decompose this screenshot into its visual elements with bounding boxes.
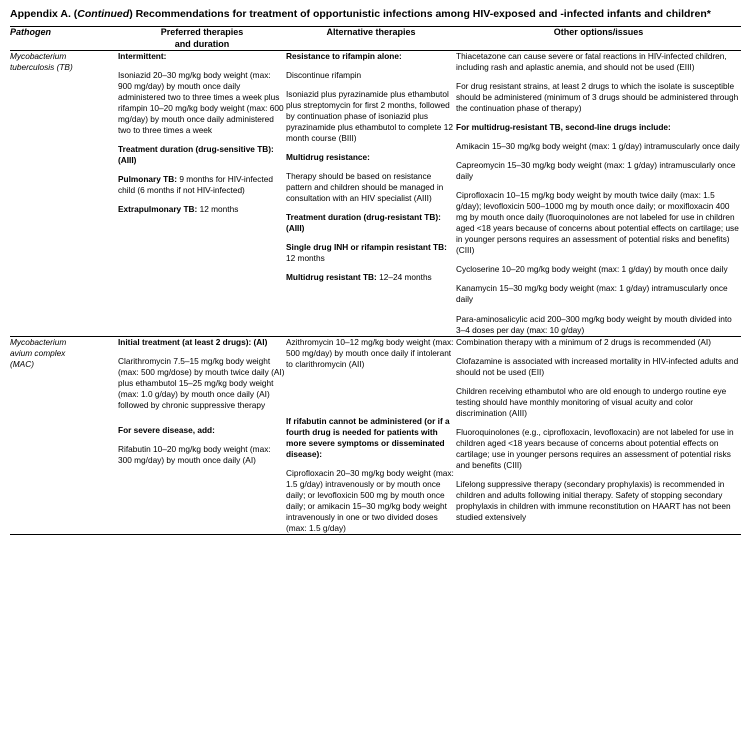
preferred-para	[118, 70, 286, 136]
alternative-para	[286, 468, 456, 534]
column-header-alternative: Alternative therapies	[326, 27, 416, 38]
alternative-para-text: 12–24 months	[376, 272, 432, 283]
row-pathogen	[10, 336, 118, 534]
table-header	[10, 27, 741, 50]
other-para-text: Para-aminosalicylic acid 200–300 mg/kg body weight by mouth divided into 3–4 doses per day (max: 10 g/day)	[456, 313, 732, 335]
row-other-options	[456, 336, 741, 534]
other-para-text: Amikacin 15–30 mg/kg body weight (max: 1 g/day) intramuscularly once daily	[456, 141, 740, 152]
other-para	[456, 314, 741, 336]
other-para	[456, 51, 741, 73]
row-alternative-therapies	[286, 50, 456, 335]
preferred-para	[118, 204, 286, 215]
alternative-para	[286, 51, 456, 62]
column-header-other: Other options/issues	[553, 27, 644, 38]
other-para	[456, 386, 741, 419]
alternative-para-text: Therapy should be based on resistance pattern and children should be managed in consultation with an HIV specialist (AIII)	[286, 171, 444, 204]
other-para-text: Capreomycin 15–30 mg/kg body weight (max: 1 g/day) intramuscularly once daily	[456, 160, 736, 182]
preferred-para	[118, 51, 286, 62]
other-para-text: Cycloserine 10–20 mg/kg body weight (max: 1 g/day) by mouth once daily	[456, 264, 728, 275]
other-para-text: Children receiving ethambutol who are old enough to undergo routine eye testing should have monthly monitoring of visual acuity and color discrimination (AIII)	[456, 385, 727, 418]
preferred-para-text: 12 months	[197, 204, 239, 215]
table-row	[10, 336, 741, 534]
alternative-para	[286, 152, 456, 163]
preferred-para	[118, 337, 286, 348]
preferred-para-text: Clarithromycin 7.5–15 mg/kg body weight (max: 500 mg/dose) by mouth twice daily (AI) plus ethambutol 15–25 mg/kg body weight (max: 1.0 g/day) by mouth once daily (AI) followed by chronic suppressive therapy	[118, 355, 285, 410]
preferred-para-text: Rifabutin 10–20 mg/kg body weight (max: 300 mg/day) by mouth once daily (AI)	[118, 443, 271, 465]
other-para-text: Clofazamine is associated with increased mortality in HIV-infected adults and should not be used (EII)	[456, 355, 739, 377]
alternative-para-label: Multidrug resistance:	[286, 152, 370, 163]
other-para	[456, 264, 741, 275]
preferred-para-label: For severe disease, add:	[118, 424, 215, 435]
preferred-para-label: Initial treatment (at least 2 drugs): (AI)	[118, 336, 268, 347]
page-title-prefix: Appendix A. (	[10, 8, 78, 20]
preferred-para-text: Isoniazid 20–30 mg/kg body weight (max: 900 mg/day) by mouth once daily administered two to three times a week plus rifampin 10–20 mg/kg body weight (max: 600 mg/day) by mouth once daily administered two to three times a week	[118, 69, 284, 136]
column-header-preferred-line2: and duration	[174, 38, 230, 49]
recommendations-table	[10, 27, 741, 534]
other-para	[456, 479, 741, 523]
alternative-para	[286, 416, 456, 460]
other-para-text: Lifelong suppressive therapy (secondary prophylaxis) is recommended in children and adults following initial therapy. Safety of stopping secondary prophylaxis in children with immune reconstitution on HAART has not been studied extensively	[456, 478, 731, 522]
other-para	[456, 81, 741, 114]
column-header-preferred	[118, 27, 286, 50]
alternative-para	[286, 171, 456, 204]
preferred-para-text: 9 months for HIV-infected child (6 months if not HIV-infected)	[118, 174, 273, 196]
preferred-para	[118, 144, 286, 166]
alternative-para-label: If rifabutin cannot be administered (or if a fourth drug is needed for patients with more severe symptoms or disseminated disease):	[286, 415, 450, 459]
other-para	[456, 283, 741, 305]
pathogen-name-line3: (MAC)	[10, 358, 34, 369]
preferred-para	[118, 425, 286, 436]
pathogen-name-line2: avium complex	[10, 347, 66, 358]
page-title	[10, 8, 741, 21]
column-header-pathogen: Pathogen	[10, 27, 52, 38]
page-title-continued: Continued	[77, 8, 130, 20]
other-para	[456, 122, 741, 133]
row-alternative-therapies	[286, 336, 456, 534]
alternative-para	[286, 242, 456, 264]
other-para-text: Thiacetazone can cause severe or fatal reactions in HIV-infected children, including rash and aplastic anemia, and should not be used (EIII)	[456, 50, 727, 72]
alternative-para-text: Discontinue rifampin	[286, 69, 362, 80]
column-header-preferred-line1: Preferred therapies	[160, 27, 244, 38]
other-para	[456, 141, 741, 152]
other-para	[456, 427, 741, 471]
alternative-para-label: Resistance to rifampin alone:	[286, 50, 402, 61]
preferred-para-label: Treatment duration (drug-sensitive TB): (AIII)	[118, 144, 274, 166]
other-para-text: For drug resistant strains, at least 2 drugs to which the isolate is susceptible should be administered (minimum of 3 drugs should be administered through the continuation phase of therapy)	[456, 81, 739, 114]
table-bottom-rule	[10, 534, 741, 535]
alternative-para	[286, 337, 456, 370]
page-title-suffix: ) Recommendations for treatment of opportunistic infections among HIV-exposed and -infected infants and children*	[129, 8, 711, 20]
alternative-para-label: Single drug INH or rifampin resistant TB:	[286, 242, 447, 253]
other-para-text: Fluoroquinolones (e.g., ciprofloxacin, levofloxacin) are not labeled for use in children aged <18 years because of concerns about potential effects on cartilage; use in younger persons requires an assessment of potential risks and benefits (CIII)	[456, 426, 734, 470]
alternative-para	[286, 272, 456, 283]
preferred-para	[118, 444, 286, 466]
row-pathogen	[10, 50, 118, 335]
preferred-para-label: Pulmonary TB:	[118, 174, 178, 185]
row-preferred-therapies	[118, 336, 286, 534]
other-para	[456, 337, 741, 348]
row-other-options	[456, 50, 741, 335]
preferred-para	[118, 356, 286, 411]
pathogen-name-line1: Mycobacterium	[10, 336, 67, 347]
other-para-text: Ciprofloxacin 10–15 mg/kg body weight by mouth twice daily (max: 1.5 g/day); levofloxicin 500–1000 mg by mouth once daily; or moxifloxacin 400 mg by mouth once daily (fluoroquinolones are not labeled for use in children aged <18 years because of concerns about potential effects on cartilage; use in younger persons requires an assessment of potential risks and benefits) (CIII)	[456, 190, 739, 256]
alternative-para	[286, 70, 456, 81]
alternative-para-label: Multidrug resistant TB:	[286, 272, 377, 283]
other-para	[456, 160, 741, 182]
alternative-para	[286, 212, 456, 234]
other-para-text: Combination therapy with a minimum of 2 drugs is recommended (AI)	[456, 336, 712, 347]
alternative-para-text: 12 months	[286, 253, 325, 264]
other-para-label: For multidrug-resistant TB, second-line drugs include:	[456, 122, 671, 133]
other-para	[456, 356, 741, 378]
alternative-para-label: Treatment duration (drug-resistant TB): (AIII)	[286, 212, 441, 234]
preferred-para-label: Extrapulmonary TB:	[118, 204, 198, 215]
other-para	[456, 190, 741, 256]
preferred-para-label: Intermittent:	[118, 50, 167, 61]
table-row	[10, 50, 741, 335]
pathogen-name-line2: tuberculosis (TB)	[10, 61, 73, 72]
alternative-para	[286, 89, 456, 144]
alternative-para-text: Azithromycin 10–12 mg/kg body weight (max: 500 mg/day) by mouth once daily if intolerant to clarithromycin (AII)	[286, 336, 454, 369]
other-para-text: Kanamycin 15–30 mg/kg body weight (max: 1 g/day) intramuscularly once daily	[456, 283, 728, 305]
row-preferred-therapies	[118, 50, 286, 335]
preferred-para	[118, 174, 286, 196]
pathogen-name-line1: Mycobacterium	[10, 50, 67, 61]
alternative-para-text: Isoniazid plus pyrazinamide plus ethambutol plus streptomycin for first 2 months, followed by continuation phase of isoniazid plus pyrazinamide plus ethambutol to complete 12 month course (BIII)	[286, 89, 453, 144]
alternative-para-text: Ciprofloxacin 20–30 mg/kg body weight (max: 1.5 g/day) intravenously or by mouth once daily; or levofloxicin 500 mg by mouth once daily; or amikacin 15–30 mg/kg body weight intravenously in one or two divided doses (max: 1.5 g/day)	[286, 467, 454, 533]
